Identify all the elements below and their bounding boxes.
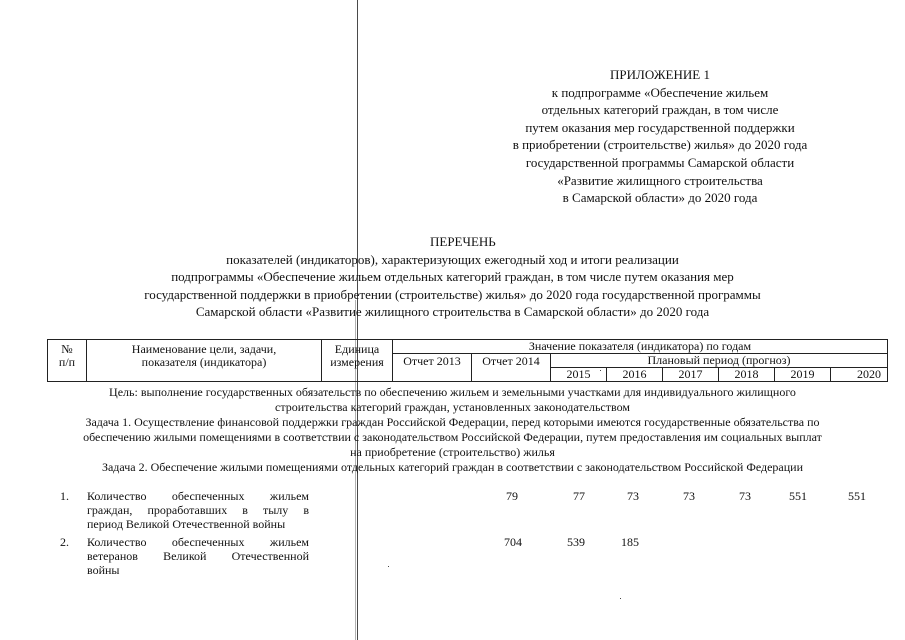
header-name-sub: показателя (индикатора) [141,355,267,369]
header-year: 2018 [718,367,775,382]
value-2015: 185 [621,535,639,549]
row-name-line: Количество обеспеченных жильем [87,489,309,503]
value-2015: 73 [627,489,639,503]
list-title: ПЕРЕЧЕНЬ [430,234,496,249]
task2-line: Задача 2. Обеспечение жилыми помещениями отдельных категорий граждан в соответствии с законодательством Российской Федерации [101,460,804,474]
row-number: 1. [60,489,69,503]
header-unit-cell [321,339,393,382]
header-planned-period: Плановый период (прогноз) [550,353,888,368]
list-subtitle-line: подпрограммы «Обеспечение жильем отдельных категорий граждан, в том числе путем оказания мер [171,269,734,285]
value-2014: 77 [573,489,585,503]
header-name: Наименование цели, задачи, [131,342,277,356]
header-num-sub: п/п [58,355,76,369]
task1-line: обеспечению жилыми помещениями в соответствии с законодательством Российской Федерации, путем предоставления им социальных выплат [83,430,822,444]
value-2018: 551 [789,489,807,503]
goal-line: строительства категорий граждан, установленных законодательством [275,400,630,414]
row-indicator-name [87,535,309,577]
header-num-cell [47,339,87,382]
task1-line: Задача 1. Осуществление финансовой поддержки граждан Российской Федерации, перед которыми имеются государственные обязательства по [85,415,820,429]
header-unit-sub: измерения [330,355,384,369]
list-subtitle-line: государственной поддержки в приобретении (строительстве) жилья» до 2020 года государственной программы [144,286,761,302]
header-year: 2020 [830,367,888,382]
list-subtitle-line: Самарской области «Развитие жилищного строительства в Самарской области» до 2020 года [195,304,710,320]
appendix-line: к подпрограмме «Обеспечение жильем [551,84,769,100]
header-year: 2019 [774,367,831,382]
row-name-line: период Великой Отечественной войны [87,517,286,531]
header-name-cell [86,339,322,382]
list-subtitle-line: показателей (индикаторов), характеризующих ежегодный ход и итоги реализации [226,252,679,267]
header-year: 2017 [662,367,719,382]
value-2014: 539 [567,535,585,549]
appendix-line: в приобретении (строительстве) жилья» до 2020 года [512,137,808,153]
header-year: 2016 [606,367,663,382]
appendix-title: ПРИЛОЖЕНИЕ 1 [610,67,710,82]
header-values-group: Значение показателя (индикатора) по годам [392,339,888,354]
task1-line: на приобретение (строительство) жилья [350,445,555,459]
scan-speck [388,566,389,567]
header-report-2013: Отчет 2013 [392,353,472,382]
row-name-line: граждан, проработавших в тылу в [87,503,309,517]
header-num: № [61,342,73,356]
appendix-line: путем оказания мер государственной поддержки [525,119,795,135]
appendix-line: отдельных категорий граждан, в том числе [541,102,779,118]
header-unit: Единица [334,342,380,356]
scan-speck [600,370,601,371]
value-2017: 73 [739,489,751,503]
appendix-line: «Развитие жилищного строительства [557,172,763,188]
header-report-2014: Отчет 2014 [471,353,551,382]
header-year: 2015 [550,367,607,382]
list-subtitle [40,251,865,321]
value-2016: 73 [683,489,695,503]
value-2013: 704 [504,535,522,549]
row-name-line: Количество обеспеченных жильем [87,535,309,549]
row-name-line: ветеранов Великой Отечественной [87,549,309,563]
scan-speck [620,598,621,599]
goal-line: Цель: выполнение государственных обязательств по обеспечению жильем и земельными участками для индивидуального жилищного [109,385,796,399]
appendix-header [470,66,850,207]
appendix-line: государственной программы Самарской области [525,154,795,170]
value-2019: 551 [848,489,866,503]
row-name-line: войны [87,563,120,577]
value-2013: 79 [506,489,518,503]
row-number: 2. [60,535,69,549]
row-indicator-name [87,489,309,531]
appendix-line: в Самарской области» до 2020 года [562,190,758,206]
